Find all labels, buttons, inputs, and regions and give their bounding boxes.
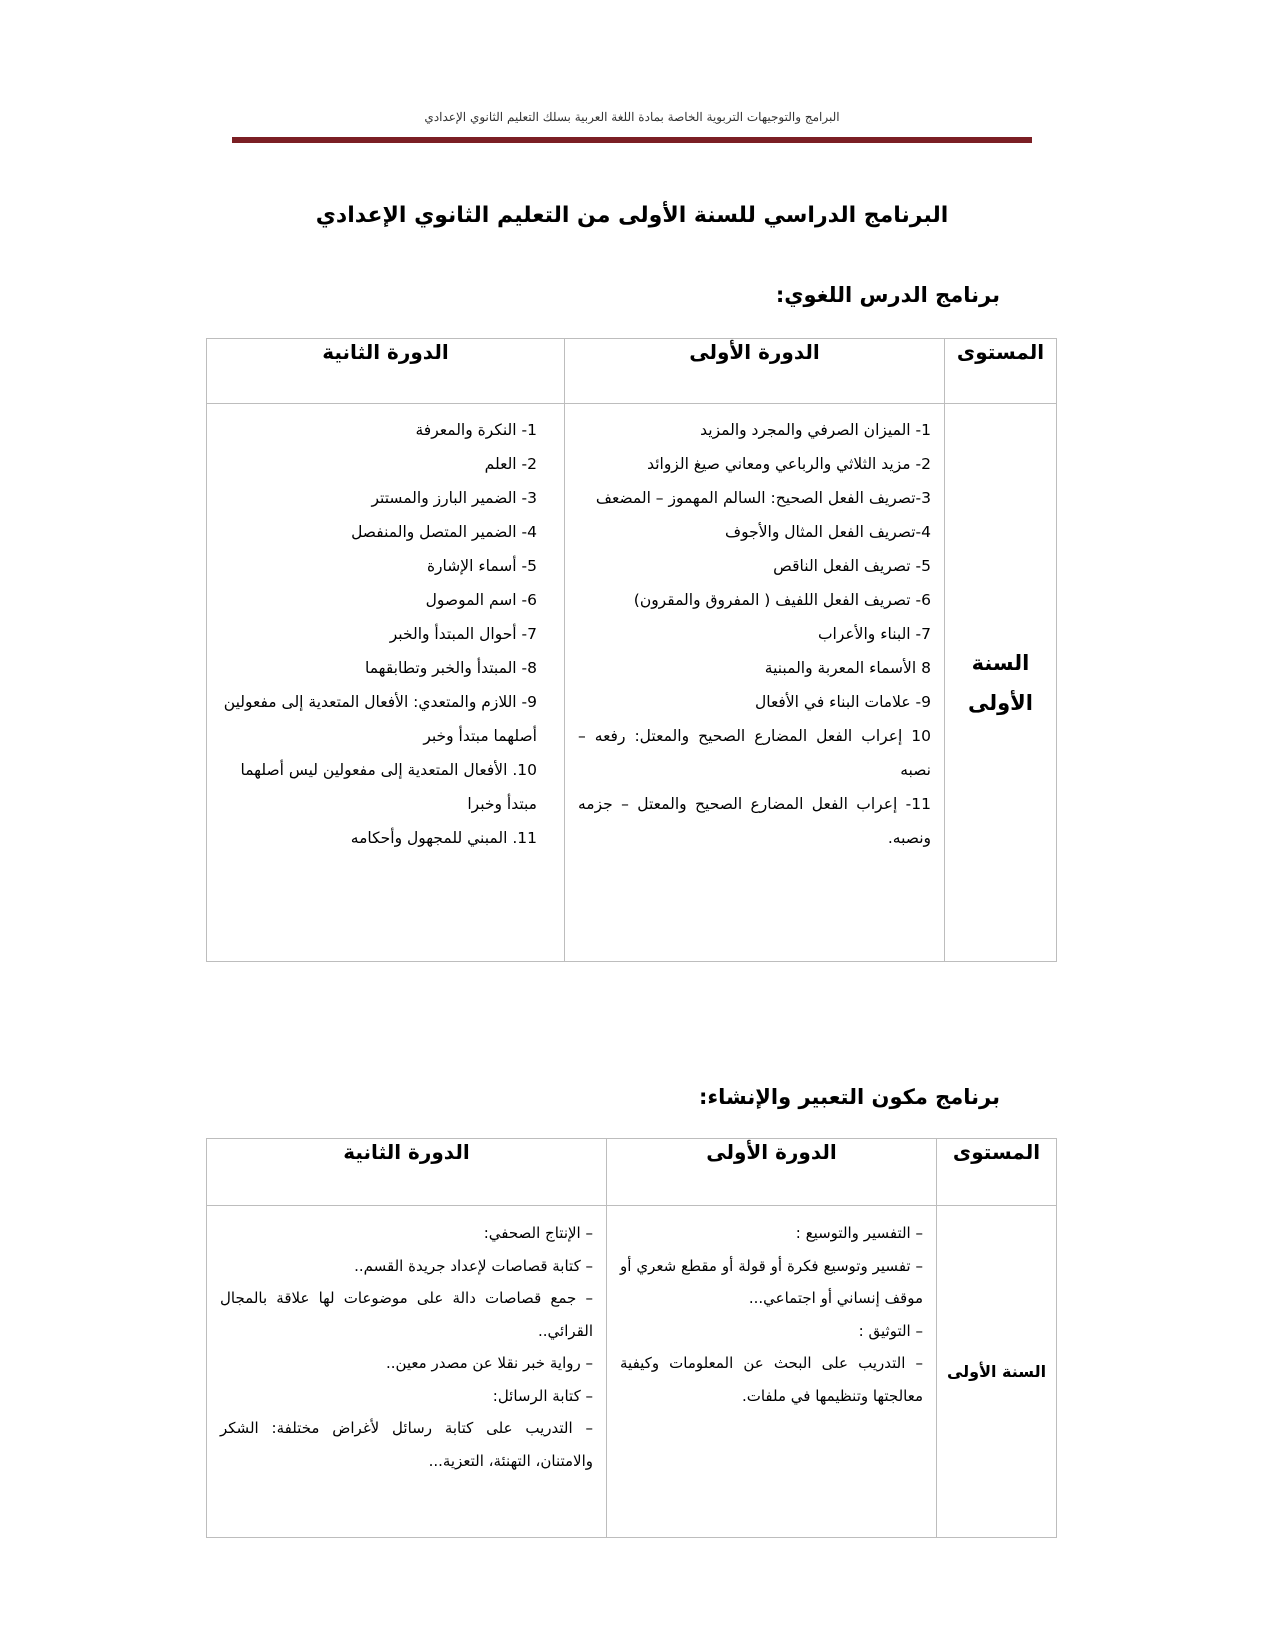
list-item: 1- النكرة والمعرفة bbox=[415, 421, 537, 439]
first-term-cell bbox=[607, 1206, 937, 1538]
list-item: – كتابة قصاصات لإعداد جريدة القسم.. bbox=[354, 1256, 593, 1275]
list-item: – جمع قصاصات دالة على موضوعات لها علاقة بالمجال القرائي.. bbox=[220, 1289, 593, 1340]
level-cell: السنة الأولى bbox=[945, 404, 1057, 962]
first-term-cell bbox=[565, 404, 945, 962]
list-item: 3- الضمير البارز والمستتر bbox=[371, 489, 537, 507]
language-section-heading: برنامج الدرس اللغوي: bbox=[775, 283, 1000, 307]
level-cell: السنة الأولى bbox=[937, 1206, 1057, 1538]
column-header-level: المستوى bbox=[945, 339, 1057, 404]
second-term-list bbox=[208, 405, 563, 861]
list-item: – رواية خبر نقلا عن مصدر معين.. bbox=[385, 1354, 593, 1372]
list-item: 11- إعراب الفعل المضارع الصحيح والمعتل – جزمه ونصبه. bbox=[578, 795, 931, 847]
table-header-row bbox=[207, 1139, 1057, 1206]
list-item: 6- اسم الموصول bbox=[425, 591, 537, 609]
list-item: 1- الميزان الصرفي والمجرد والمزيد bbox=[700, 421, 931, 439]
column-header-first-term: الدورة الأولى bbox=[607, 1139, 937, 1206]
second-term-list bbox=[208, 1207, 605, 1485]
list-item: 7- البناء والأعراب bbox=[817, 625, 931, 643]
column-header-second-term: الدورة الثانية bbox=[207, 339, 565, 404]
list-item: 11. المبني للمجهول وأحكامه bbox=[350, 829, 537, 847]
list-item: 6- تصريف الفعل اللفيف ( المفروق والمقرون) bbox=[633, 591, 931, 609]
list-item: 5- أسماء الإشارة bbox=[426, 557, 537, 575]
list-item: 7- أحوال المبتدأ والخبر bbox=[389, 625, 537, 643]
expression-program-table bbox=[206, 1138, 1057, 1538]
list-item: 9- اللازم والمتعدي: الأفعال المتعدية إلى مفعولين أصلهما مبتدأ وخبر bbox=[223, 693, 537, 745]
list-item: – تفسير وتوسيع فكرة أو قولة أو مقطع شعري أو موقف إنساني أو اجتماعي... bbox=[620, 1256, 923, 1307]
column-header-second-term: الدورة الثانية bbox=[207, 1139, 607, 1206]
list-item: 8 الأسماء المعربة والمبنية bbox=[764, 659, 931, 677]
list-item: 4- الضمير المتصل والمنفصل bbox=[351, 523, 537, 541]
table-header-row bbox=[207, 339, 1057, 404]
first-term-list bbox=[608, 1207, 935, 1420]
second-term-cell bbox=[207, 404, 565, 962]
list-item: – التفسير والتوسيع : bbox=[795, 1224, 923, 1242]
list-item: 5- تصريف الفعل الناقص bbox=[773, 557, 931, 575]
table-row bbox=[207, 1206, 1057, 1538]
column-header-first-term: الدورة الأولى bbox=[565, 339, 945, 404]
first-term-list bbox=[566, 405, 943, 861]
running-header: البرامج والتوجيهات التربوية الخاصة بمادة اللغة العربية بسلك التعليم الثانوي الإعدادي bbox=[424, 110, 840, 124]
header-rule bbox=[232, 137, 1032, 143]
list-item: – التوثيق : bbox=[858, 1321, 923, 1340]
list-item: 10. الأفعال المتعدية إلى مفعولين ليس أصلهما مبتدأ وخبرا bbox=[240, 761, 537, 813]
list-item: 3-تصريف الفعل الصحيح: السالم المهموز – المضعف bbox=[595, 489, 931, 507]
second-term-cell bbox=[207, 1206, 607, 1538]
list-item: – التدريب على البحث عن المعلومات وكيفية معالجتها وتنظيمها في ملفات. bbox=[620, 1354, 923, 1405]
list-item: 2- العلم bbox=[484, 455, 537, 473]
column-header-level: المستوى bbox=[937, 1139, 1057, 1206]
list-item: – كتابة الرسائل: bbox=[492, 1386, 593, 1405]
list-item: 9- علامات البناء في الأفعال bbox=[754, 693, 931, 711]
expression-section-heading: برنامج مكون التعبير والإنشاء: bbox=[699, 1085, 1000, 1109]
list-item: 2- مزيد الثلاثي والرباعي ومعاني صيغ الزوائد bbox=[647, 455, 931, 473]
list-item: – الإنتاج الصحفي: bbox=[483, 1224, 593, 1242]
table-row bbox=[207, 404, 1057, 962]
page-title: البرنامج الدراسي للسنة الأولى من التعليم الثانوي الإعدادي bbox=[315, 203, 949, 228]
list-item: 8- المبتدأ والخبر وتطابقهما bbox=[364, 659, 537, 677]
list-item: – التدريب على كتابة رسائل لأغراض مختلفة: الشكر والامتنان، التهنئة، التعزية... bbox=[220, 1419, 593, 1470]
list-item: 10 إعراب الفعل المضارع الصحيح والمعتل: رفعه – نصبه bbox=[578, 727, 931, 779]
list-item: 4-تصريف الفعل المثال والأجوف bbox=[725, 523, 931, 541]
language-program-table bbox=[206, 338, 1057, 962]
